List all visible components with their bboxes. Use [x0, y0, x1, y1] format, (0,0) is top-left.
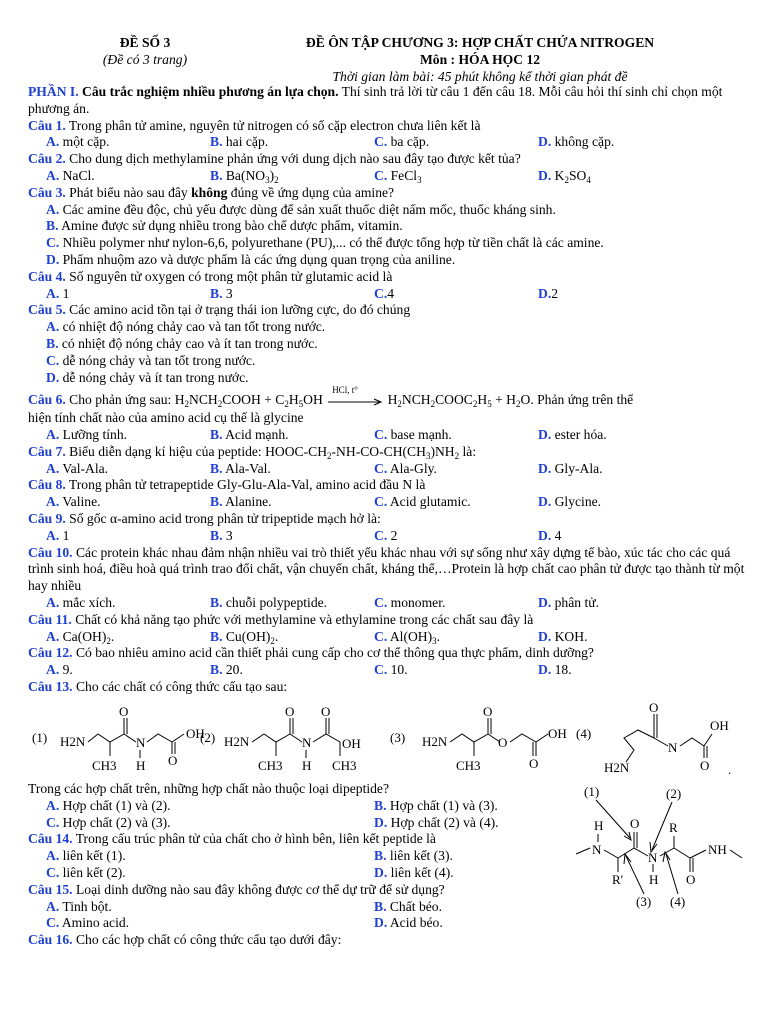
option-b[interactable]: B. Alanine. [210, 494, 272, 510]
svg-text:O: O [529, 756, 539, 771]
option-b[interactable]: B. Hợp chất (1) và (3). [374, 797, 498, 813]
question-12-options [28, 662, 746, 679]
option-a[interactable]: A. 9. [46, 662, 73, 678]
option-c[interactable]: C. liên kết (2). [46, 864, 126, 880]
bond-label-2: (2) [666, 786, 682, 801]
option-c[interactable]: C. Ala-Gly. [374, 460, 437, 476]
option-c[interactable]: C. base mạnh. [374, 426, 452, 442]
option-b[interactable]: B. Acid mạnh. [210, 426, 289, 442]
svg-text:O: O [686, 872, 696, 887]
question-6: Câu 6. Cho phản ứng sau: $H_2NCH_2COOH + C_2H_5OH$ HCl, t° $H_2NCH_2COOC_2H_5 + H_2O$. Phản ứng trên thể [28, 385, 634, 410]
option-a[interactable]: A. $Ca(OH)_2$. [46, 628, 115, 646]
question-4-options [28, 286, 746, 303]
option-b[interactable]: B. $Cu(OH)_2$. [210, 628, 279, 646]
bond-label-4: (4) [670, 894, 686, 909]
question-13-ask: Trong các hợp chất trên, những hợp chất nào thuộc loại dipeptide? [28, 781, 389, 796]
option-b[interactable]: B. hai cặp. [210, 134, 269, 150]
question-1: Câu 1. Trong phân tử amine, nguyên tử nitrogen có số cặp electron chưa liên kết là [28, 117, 481, 133]
label-compound-2: (2) [200, 730, 216, 745]
option-a[interactable]: A. 1 [46, 285, 70, 301]
question-6-options [28, 427, 746, 444]
q13-structures [28, 702, 748, 780]
option-a[interactable]: A. Tinh bột. [46, 898, 112, 914]
reaction-arrow: HCl, t° [326, 393, 384, 410]
option-d[interactable]: D. KOH. [538, 628, 588, 644]
option-c[interactable]: C. 10. [374, 662, 408, 678]
option-c[interactable]: C. Acid glutamic. [374, 494, 471, 510]
page-count: (Đề có 3 trang) [102, 52, 188, 67]
label-compound-3: (3) [390, 730, 406, 745]
option-c[interactable]: C. Nhiều polymer như nylon-6,6, polyurethane (PU),... có thể được tổng hợp từ tiền chất là các amine. [46, 235, 604, 251]
option-b[interactable]: B. Ala-Val. [210, 460, 271, 476]
question-7-options [28, 461, 746, 478]
svg-text:O: O [649, 702, 659, 715]
part1-intro: PHẦN I. Câu trắc nghiệm nhiều phương án lựa chọn. Thí sinh trả lời từ câu 1 đến câu 18. Mỗi câu hỏi thí sinh chỉ chọn một phương án. [28, 84, 723, 116]
exam-subject: Môn : HÓA HỌC 12 [419, 52, 541, 67]
question-2: Câu 2. Cho dung dịch methylamine phản ứng với dung dịch nào sau đây tạo được kết tủa? [28, 151, 521, 167]
svg-text:O: O [630, 816, 640, 831]
question-8-options [28, 494, 746, 511]
question-6-line2: hiện tính chất nào của amino acid cụ thể là glycine [28, 410, 304, 426]
exam-title: ĐỀ ÔN TẬP CHƯƠNG 3: HỢP CHẤT CHỨA NITROGEN [305, 35, 655, 50]
option-a[interactable]: A. Hợp chất (1) và (2). [46, 797, 171, 813]
svg-text:O: O [700, 758, 710, 773]
option-d[interactable]: D.2 [538, 285, 559, 301]
option-b[interactable]: B. $Ba(NO_3)_2$ [210, 167, 279, 185]
label-compound-1: (1) [32, 730, 48, 745]
option-a[interactable]: A. một cặp. [46, 134, 110, 150]
question-2-options [28, 168, 746, 185]
question-9: Câu 9. Số gốc α-amino acid trong phân tử tripeptide mạch hở là: [28, 510, 381, 526]
exam-body [28, 84, 746, 696]
label-compound-4: (4) [576, 726, 592, 741]
option-d[interactable]: D. 18. [538, 662, 572, 678]
svg-text:N: N [302, 735, 312, 750]
svg-text:H2N: H2N [604, 760, 630, 775]
option-c[interactable]: C. Amino acid. [46, 915, 130, 931]
option-b[interactable]: B. có nhiệt độ nóng chảy cao và ít tan trong nước. [46, 335, 318, 351]
option-a[interactable]: A. có nhiệt độ nóng chảy cao và tan tốt trong nước. [46, 319, 326, 335]
svg-text:N: N [668, 740, 678, 755]
h2n-text: H2N [60, 734, 86, 749]
option-b[interactable]: B. Amine được sử dụng nhiều trong bào chế dược phẩm, vitamin. [46, 218, 403, 234]
svg-text:O: O [321, 704, 331, 719]
option-b[interactable]: B. chuỗi polypeptide. [210, 594, 328, 610]
option-b[interactable]: B. Chất béo. [374, 898, 442, 914]
exam-number: ĐỀ SỐ 3 [119, 35, 171, 50]
svg-text:CH3: CH3 [456, 758, 481, 773]
option-d[interactable]: D. Gly-Ala. [538, 460, 603, 476]
option-c[interactable]: C. monomer. [374, 594, 446, 610]
option-d[interactable]: D. phân tử. [538, 594, 599, 610]
svg-text:O: O [119, 704, 129, 719]
svg-text:H2N: H2N [224, 734, 250, 749]
option-a[interactable]: A. mắc xích. [46, 594, 116, 610]
question-7: Câu 7. Biểu diễn dạng kí hiệu của peptide: HOOC-$CH_2-NH-CO-CH(CH_3)NH_2$ là: [28, 443, 477, 461]
svg-text:H: H [594, 818, 604, 833]
svg-text:OH: OH [710, 718, 729, 733]
exam-time: Thời gian làm bài: 45 phút không kể thời gian phát đề [332, 69, 628, 84]
question-11-options [28, 629, 746, 646]
option-d[interactable]: D. dễ nóng chảy và ít tan trong nước. [46, 369, 249, 385]
option-c[interactable]: C. dễ nóng chảy và tan tốt trong nước. [46, 352, 256, 368]
option-a[interactable]: A. liên kết (1). [46, 848, 126, 864]
option-d[interactable]: D. 4 [538, 527, 562, 543]
svg-text:CH3: CH3 [92, 758, 117, 773]
question-8: Câu 8. Trong phân tử tetrapeptide Gly-Glu-Ala-Val, amino acid đầu N là [28, 477, 426, 493]
svg-text:N: N [592, 842, 602, 857]
option-a[interactable]: A. NaCl. [46, 167, 95, 183]
question-10-options [28, 595, 746, 612]
bond-label-3: (3) [636, 894, 652, 909]
svg-text:N: N [648, 850, 658, 865]
svg-text:OH: OH [186, 726, 205, 741]
option-d[interactable]: D. Acid béo. [374, 915, 443, 931]
svg-text:OH: OH [342, 736, 361, 751]
question-16: Câu 16. Cho các hợp chất có công thức cấu tạo dưới đây: [28, 932, 342, 948]
q14-peptide-figure [568, 782, 748, 912]
option-a[interactable]: A. 1 [46, 527, 70, 543]
option-a[interactable]: A. Lưỡng tính. [46, 426, 128, 442]
question-5: Câu 5. Các amino acid tồn tại ở trạng thái ion lưỡng cực, do đó chúng [28, 302, 411, 318]
svg-text:O: O [285, 704, 295, 719]
header-right [260, 34, 700, 85]
question-13: Câu 13. Cho các chất có công thức cấu tạo sau: [28, 678, 288, 694]
svg-text:.: . [728, 762, 732, 777]
question-11: Câu 11. Chất có khả năng tạo phức với methylamine và ethylamine trong các chất sau đây là [28, 611, 534, 627]
option-d[interactable]: D. Glycine. [538, 494, 602, 510]
question-14: Câu 14. Trong cấu trúc phân tử của chất cho ở hình bên, liên kết peptide là [28, 831, 436, 847]
svg-text:CH3: CH3 [332, 758, 357, 773]
header-left [60, 34, 230, 68]
bond-label-1: (1) [584, 784, 600, 799]
option-b[interactable]: B. 3 [210, 527, 233, 543]
svg-text:R: R [669, 820, 678, 835]
option-b[interactable]: B. 20. [210, 662, 243, 678]
svg-text:O: O [168, 753, 178, 768]
question-15-options-2 [28, 915, 746, 932]
svg-text:O: O [483, 704, 493, 719]
option-c[interactable]: C. FeCl$_3$ [374, 167, 422, 185]
svg-text:H: H [136, 758, 146, 773]
svg-text:CH3: CH3 [258, 758, 283, 773]
option-c[interactable]: C.4 [374, 285, 395, 301]
question-9-options [28, 528, 746, 545]
option-d[interactable]: D. Phẩm nhuộm azo và dược phẩm là các ứng dụng quan trọng của aniline. [46, 251, 456, 267]
question-12: Câu 12. Có bao nhiêu amino acid cần thiết phải cung cấp cho cơ thể thông qua thực phẩm, dinh dưỡng? [28, 645, 594, 661]
svg-text:H: H [302, 758, 312, 773]
question-4: Câu 4. Số nguyên tử oxygen có trong một phân tử glutamic acid là [28, 268, 393, 284]
question-3: Câu 3. Phát biểu nào sau đây không đúng về ứng dụng của amine? [28, 184, 395, 200]
option-a[interactable]: A. Val-Ala. [46, 460, 109, 476]
option-b[interactable]: B. 3 [210, 285, 233, 301]
option-a[interactable]: A. Valine. [46, 494, 101, 510]
option-d[interactable]: D. Hợp chất (2) và (4). [374, 814, 499, 830]
svg-text:H2N: H2N [422, 734, 448, 749]
svg-text:O: O [498, 735, 508, 750]
option-c[interactable]: C. Hợp chất (2) và (3). [46, 814, 171, 830]
option-d[interactable]: D. liên kết (4). [374, 864, 454, 880]
option-b[interactable]: B. liên kết (3). [374, 848, 453, 864]
svg-text:N: N [136, 735, 146, 750]
option-a[interactable]: A. Các amine đều độc, chủ yếu được dùng để sản xuất thuốc diệt nấm mốc, thuốc kháng sinh. [46, 201, 556, 217]
question-1-options [28, 134, 746, 151]
option-c[interactable]: C. 2 [374, 527, 398, 543]
question-10: Câu 10. Các protein khác nhau đảm nhận nhiều vai trò thiết yếu khác nhau với sự sống như xây dựng tế bào, xúc tác cho các quá trình sinh hoá, điều hoà quá trình trao đổi chất, vận chuyển chất, kháng thể,…Protein là hợp chất cao phân tử được tạo thành từ một hay nhiều [28, 544, 745, 594]
svg-text:H: H [649, 872, 659, 887]
svg-text:R': R' [612, 872, 624, 887]
option-c[interactable]: C. ba cặp. [374, 134, 430, 150]
svg-text:OH: OH [548, 726, 567, 741]
option-d[interactable]: D. $K_2SO_4$ [538, 167, 591, 185]
option-d[interactable]: D. không cặp. [538, 134, 615, 150]
option-c[interactable]: C. $Al(OH)_3$. [374, 628, 441, 646]
question-15: Câu 15. Loại dinh dưỡng nào sau đây không được cơ thể dự trữ để sử dụng? [28, 881, 445, 897]
option-d[interactable]: D. ester hóa. [538, 426, 607, 442]
svg-text:NH: NH [708, 842, 727, 857]
